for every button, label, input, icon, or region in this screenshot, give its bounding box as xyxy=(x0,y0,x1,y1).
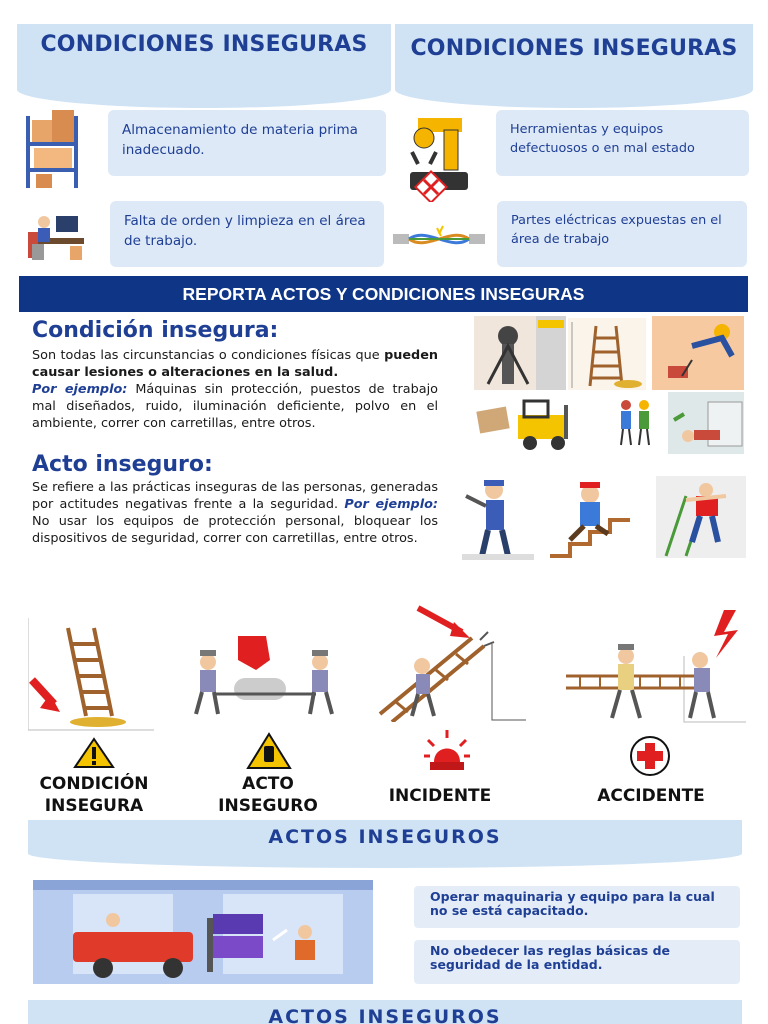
condicion-example-text: Máquinas sin protección, puestos de trabajo mal diseñados, ruido, iluminación deficiente, polvo en el ambiente, correr con carretillas, entre otros. xyxy=(32,382,438,431)
photo-forklift-accident xyxy=(33,880,373,984)
electric-box xyxy=(497,201,747,267)
top-left-banner xyxy=(17,24,391,108)
order-box xyxy=(110,201,384,267)
wires-icon xyxy=(393,222,485,258)
condicion-example-label: Por ejemplo: xyxy=(32,382,128,397)
photo-accident xyxy=(668,392,744,454)
stage-label-incidente xyxy=(370,785,510,807)
condicion-title: Condición insegura: xyxy=(32,318,279,343)
photo-drill-worker xyxy=(458,476,538,564)
shelf-boxes-icon xyxy=(22,106,86,192)
acto-text-main: Se refiere a las prácticas inseguras de las personas, generadas por actitudes negativas frente a la seguridad. xyxy=(32,480,438,512)
top-right-banner xyxy=(395,24,753,108)
stage-accidente-line1: ACCIDENTE xyxy=(597,786,705,806)
office-mess-icon xyxy=(26,208,88,262)
actos-banner xyxy=(28,820,742,868)
tools-text: Herramientas y equipos defectuosos o en mal estado xyxy=(510,122,695,157)
actos-title: ACTOS INSEGUROS xyxy=(268,826,502,848)
condicion-text-b: pueden causar lesiones o alteraciones en la salud. xyxy=(32,348,438,380)
actos-banner-2 xyxy=(28,1000,742,1024)
acto-title: Acto inseguro: xyxy=(32,452,213,477)
stage-condicion-line1: CONDICIÓN xyxy=(39,774,149,794)
photo-fall xyxy=(652,316,744,390)
warning-triangle-icon xyxy=(73,737,115,769)
photo-workers xyxy=(612,395,658,453)
stage-scene-3 xyxy=(372,604,526,722)
photo-stairs-run xyxy=(540,476,642,562)
tools-box xyxy=(496,110,749,176)
robot-claw-icon xyxy=(404,112,474,202)
siren-icon xyxy=(422,726,472,774)
stage-scene-1 xyxy=(28,608,154,740)
stage-scene-2 xyxy=(186,630,344,722)
top-left-title: CONDICIONES INSEGURAS xyxy=(40,32,368,57)
acto-example-label: Por ejemplo: xyxy=(344,497,438,512)
condicion-text xyxy=(32,347,438,432)
stage-acto-line1: ACTO xyxy=(242,774,294,794)
stage-incidente-line1: INCIDENTE xyxy=(388,786,492,806)
storage-text: Almacenamiento de materia prima inadecuado. xyxy=(122,122,358,159)
photo-forklift xyxy=(474,395,598,453)
acto-item-1-text: Operar maquinaria y equipo para la cual no se está capacitado. xyxy=(430,889,715,918)
actos-title-2: ACTOS INSEGUROS xyxy=(268,1006,502,1024)
acto-item-1 xyxy=(414,886,740,928)
stage-label-condicion xyxy=(24,773,164,817)
stage-scene-4 xyxy=(560,606,746,726)
electric-text: Partes eléctricas expuestas en el área de trabajo xyxy=(511,213,722,248)
stage-acto-line2: INSEGURO xyxy=(218,796,318,816)
report-banner: REPORTA ACTOS Y CONDICIONES INSEGURAS xyxy=(19,276,748,312)
acto-item-2-text: No obedecer las reglas básicas de seguridad de la entidad. xyxy=(430,943,671,972)
photo-ladder-climb xyxy=(656,476,746,558)
stage-condicion-line2: INSEGURA xyxy=(44,796,144,816)
top-right-title: CONDICIONES INSEGURAS xyxy=(410,36,738,61)
hand-warning-icon xyxy=(246,732,292,770)
order-text: Falta de orden y limpieza en el área de trabajo. xyxy=(124,213,366,250)
condicion-text-a: Son todas las circunstancias o condiciones físicas que xyxy=(32,348,385,363)
photo-ladder xyxy=(568,318,646,390)
acto-example-text: No usar los equipos de protección personal, bloquear los dispositivos de seguridad, correr con carretillas, entre otros. xyxy=(32,514,438,546)
stage-label-acto xyxy=(198,773,338,817)
photo-stool xyxy=(474,316,566,390)
first-aid-icon xyxy=(628,734,672,778)
acto-text xyxy=(32,479,438,547)
acto-item-2 xyxy=(414,940,740,984)
stage-label-accidente xyxy=(576,785,726,807)
storage-box xyxy=(108,110,386,176)
